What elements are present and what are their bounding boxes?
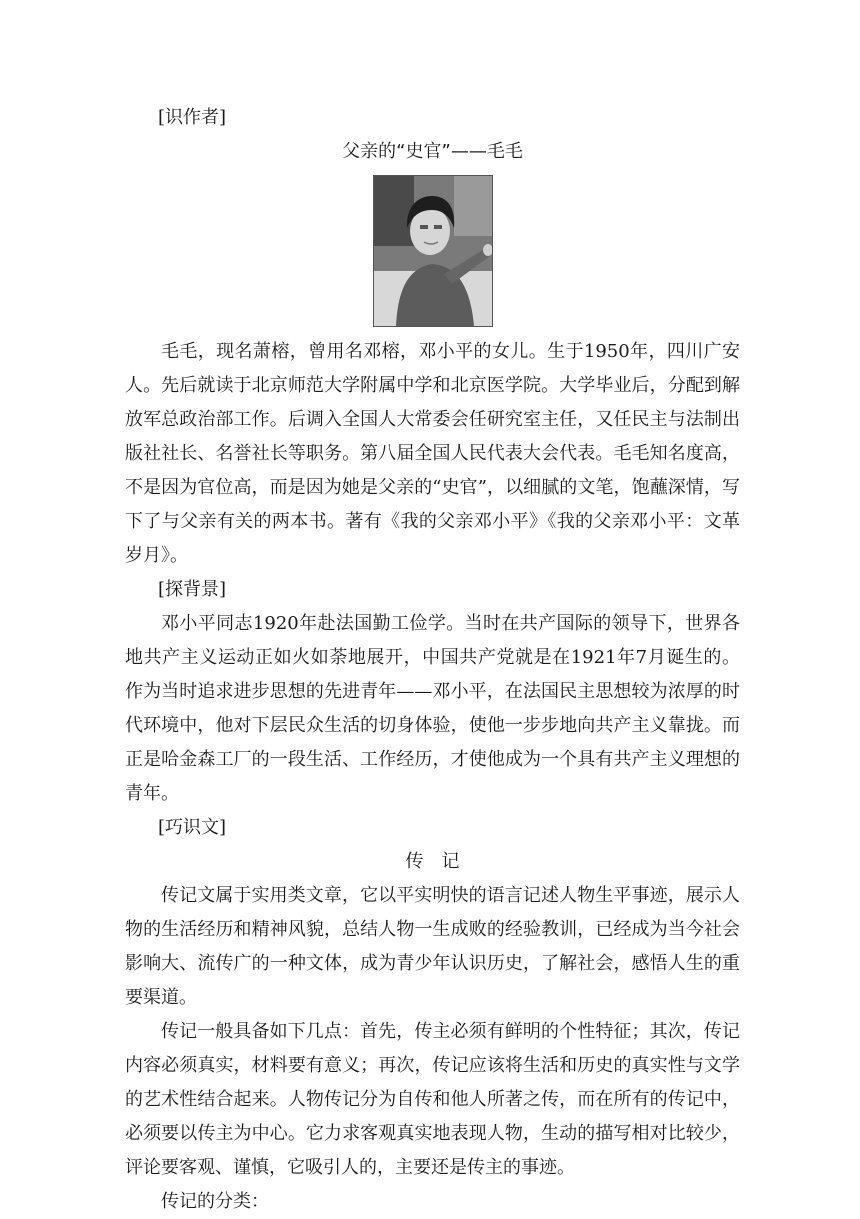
background-paragraph: 邓小平同志1920年赴法国勤工俭学。当时在共产国际的领导下，世界各地共产主义运动正如火如荼地展开，中国共产党就是在1921年7月诞生的。作为当时追求进步思想的先进青年——邓小平，在法国民主思想较为浓厚的时代环境中，他对下层民众生活的切身体验，使他一步步地向共产主义靠拢。而正是哈金森工厂的一段生活、工作经历，才使他成为一个具有共产主义理想的青年。 xyxy=(125,613,740,804)
section-label-background: [探背景] xyxy=(158,579,227,600)
author-title: 父亲的“史官”——毛毛 xyxy=(342,141,523,162)
author-portrait-photo xyxy=(373,175,493,327)
author-bio-paragraph: 毛毛，现名萧榕，曾用名邓榕，邓小平的女儿。生于1950年，四川广安人。先后就读于北京师范大学附属中学和北京医学院。大学毕业后，分配到解放军总政治部工作。后调入全国人大常委会任研究室主任，又任民主与法制出版社社长、名誉社长等职务。第八届全国人民代表大会代表。毛毛知名度高，不是因为官位高，而是因为她是父亲的“史官”，以细腻的文笔，饱蘸深情，写下了与父亲有关的两本书。著有《我的父亲邓小平》《我的父亲邓小平：文革岁月》。 xyxy=(125,341,740,566)
biography-paragraph-2: 传记一般具备如下几点：首先，传主必须有鲜明的个性特征；其次，传记内容必须真实，材料要有意义；再次，传记应该将生活和历史的真实性与文学的艺术性结合起来。人物传记分为自传和他人所著之传，而在所有的传记中，必须要以传主为中心。它力求客观真实地表现人物，生动的描写相对比较少，评论要客观、谨慎，它吸引人的，主要还是传主的事迹。 xyxy=(125,1021,740,1178)
photo-container xyxy=(125,175,740,327)
biography-heading: 传记 xyxy=(405,851,478,872)
biography-paragraph-1: 传记文属于实用类文章，它以平实明快的语言记述人物生平事迹，展示人物的生活经历和精神风貌，总结人物一生成败的经验教训，已经成为当今社会影响大、流传广的一种文体，成为青少年认识历史，了解社会，感悟人生的重要渠道。 xyxy=(125,885,740,1008)
portrait-illustration xyxy=(374,176,492,326)
biography-paragraph-3: 传记的分类： xyxy=(161,1191,269,1212)
section-label-author: [识作者] xyxy=(158,107,227,128)
document-content xyxy=(125,101,740,1219)
section-label-text: [巧识文] xyxy=(158,817,227,838)
